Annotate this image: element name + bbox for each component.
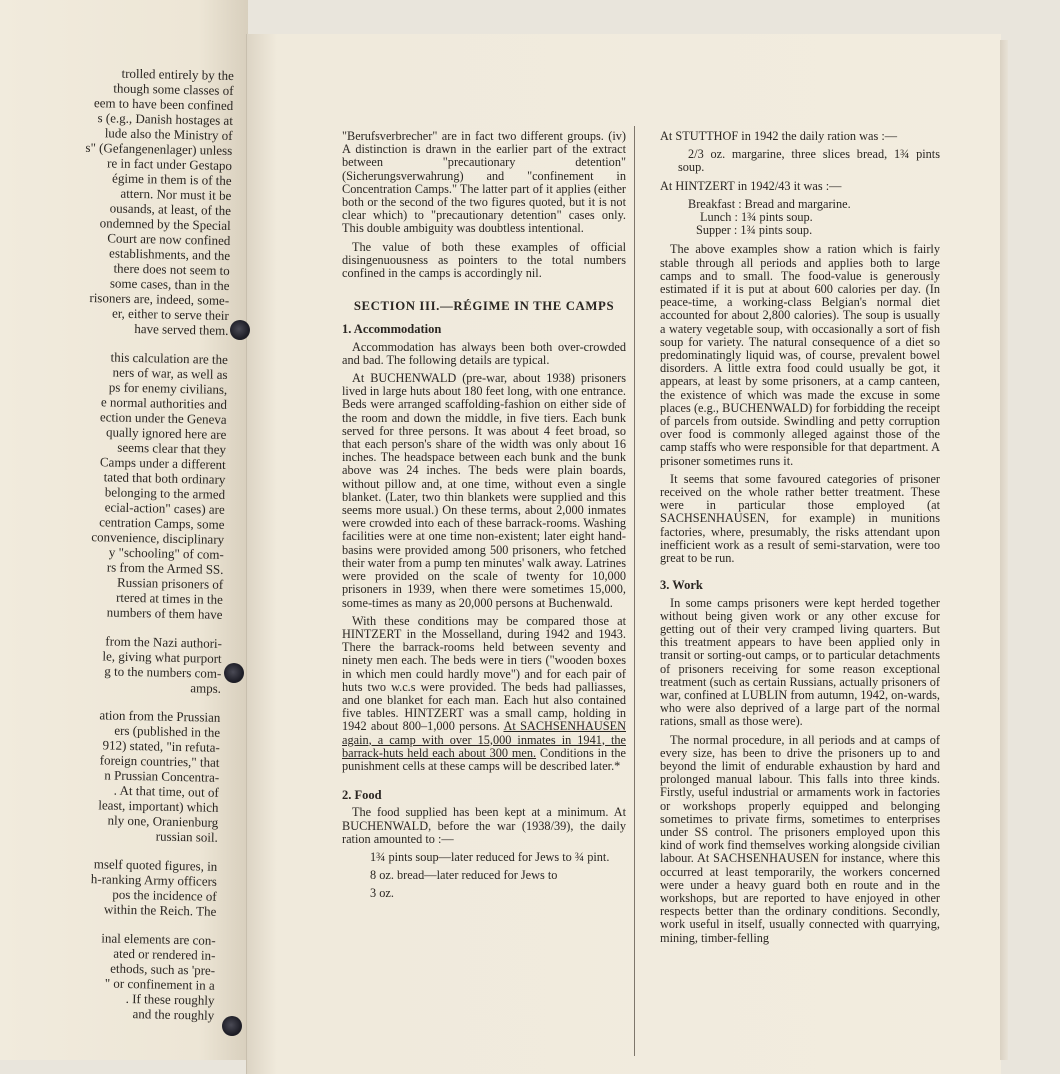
left-page-line: ers (published in the: [114, 722, 221, 740]
left-page-line: amps.: [190, 680, 222, 696]
underlined-passage: At SACHSENHAUSEN again, a camp with over 15,000 inmates in 1941, the barrack-huts held each about 300 men.: [342, 719, 627, 760]
paragraph: [342, 615, 626, 773]
left-page: [0, 0, 248, 1060]
left-page-line: though some classes of: [113, 80, 234, 98]
left-page-line: " or confinement in a: [104, 975, 215, 993]
left-page-line: this calculation are the: [110, 349, 229, 367]
column-divider: [634, 126, 635, 1056]
left-page-line: belonging to the armed: [104, 484, 226, 502]
left-page-line: inal elements are con-: [101, 930, 216, 948]
list-item: 2/3 oz. margarine, three slices bread, 1¾ pints soup.: [678, 147, 940, 175]
subsection-heading: 3. Work: [660, 578, 703, 593]
ration-line: Breakfast : Bread and margarine.: [688, 196, 851, 211]
left-page-line: égime in them is of the: [111, 170, 232, 188]
left-page-line: n Prussian Concentra-: [104, 767, 220, 785]
left-page-line: have served them.: [134, 320, 229, 338]
left-page-line: . At that time, out of: [113, 782, 219, 800]
ration-line: Supper : 1¾ pints soup.: [696, 223, 813, 238]
left-page-line: re in fact under Gestapo: [106, 155, 233, 173]
left-page-line: convenience, disciplinary: [91, 529, 225, 547]
list-item: 8 oz. bread—later reduced for Jews to: [370, 868, 558, 883]
left-page-line: . If these roughly: [125, 990, 215, 1008]
left-page-line: le, giving what purport: [102, 648, 222, 666]
paragraph-part: With these conditions may be compared those at HINTZERT in the Mosselland, during 1942 and 1943. There the barrack-rooms held between seventy and ninety men each. The beds were in tiers ("wooden boxes in which men could hardly move") and for each pair of huts two w.c.s were provided. The beds had palliasses, and one blanket for each man. Each hut also contained five tables. HINTZERT was a small camp, holding in 1942 about 800–1,000 persons.: [342, 613, 626, 734]
binding-hole: [222, 1016, 242, 1036]
left-page-text: [0, 63, 234, 1023]
left-page-line: ection under the Geneva: [99, 409, 227, 427]
paragraph: The food supplied has been kept at a minimum. At BUCHENWALD, before the war (1938/39), the daily ration amounted to :—: [342, 805, 626, 846]
list-item: 3 oz.: [370, 886, 394, 901]
column-left: [342, 130, 626, 906]
binding-hole: [230, 320, 250, 340]
left-page-line: ated or rendered in-: [113, 945, 216, 963]
left-page-line: from the Nazi authori-: [105, 633, 223, 651]
page-edge: [1000, 40, 1008, 1060]
left-page-line: ousands, at least, of the: [109, 200, 232, 218]
paragraph-part: Conditions in the punishment cells at these camps will be described later.*: [342, 745, 626, 773]
paragraph: At HINTZERT in 1942/43 it was :—: [660, 178, 842, 193]
left-page-line: 912) stated, "in refuta-: [102, 737, 220, 755]
left-page-line: ecial-action" cases) are: [104, 499, 225, 517]
left-page-line: Russian prisoners of: [116, 574, 224, 592]
paragraph: The above examples show a ration which is fairly stable through all periods and applies both to large camps and to small. The food-value is generously estimated if it is put at about 600 calories per day. (In peace-time, a working-class Belgian's normal diet accounted for about 2,800 calories). The soup is usually a watery vegetable soup, with occasionally a sort of fish soup for variety. The natural consequence of a diet so predominatingly liquid was, of course, prevalent bowel disorders. A little extra food could usually be got, it appears, at least by some prisoners, at a camp canteen, the existence of which was made the excuse in some places (e.g., BUCHENWALD) for forbidding the receipt of parcels from outside. Swindling and petty corruption over food is commonly alleged against those of the camp staffs who were responsible for that department. A prisoner sometimes runs it.: [660, 242, 940, 468]
paragraph: Accommodation has always been both over-crowded and bad. The following details are typical.: [342, 339, 626, 367]
left-page-line: g to the numbers com-: [104, 663, 222, 681]
left-page-line: foreign countries," that: [99, 752, 220, 770]
left-page-line: ation from the Prussian: [99, 707, 221, 725]
subsection-heading: 1. Accommodation: [342, 322, 442, 337]
left-page-line: and the roughly: [132, 1006, 215, 1023]
subsection-heading: 2. Food: [342, 788, 382, 803]
left-page-line: risoners are, indeed, some-: [89, 290, 230, 308]
left-page-line: Court are now confined: [107, 230, 231, 248]
left-page-line: numbers of them have: [106, 604, 223, 622]
section-heading: SECTION III.—RÉGIME IN THE CAMPS: [353, 299, 615, 314]
left-page-line: establishments, and the: [108, 245, 231, 263]
left-page-line: y "schooling" of com-: [108, 544, 224, 562]
paragraph: It seems that some favoured categories of prisoner received on the whole rather better treatment. These were in particular those employed (at SACHSENHAUSEN, for example) in munitions factories, where, presumably, the risks attendant upon inefficient work as a result of semi-starvation, were too great to be run.: [660, 471, 940, 566]
left-page-line: nly one, Oranienburg: [107, 812, 219, 830]
left-page-line: ethods, such as 'pre-: [110, 960, 216, 978]
left-page-line: pos the incidence of: [112, 886, 217, 904]
left-page-line: rs from the Armed SS.: [106, 559, 224, 577]
left-page-line: mself quoted figures, in: [93, 856, 218, 874]
binding-hole: [224, 663, 244, 683]
left-page-line: s (e.g., Danish hostages at: [97, 110, 234, 128]
left-page-line: er, either to serve their: [111, 305, 229, 323]
left-page-line: h-ranking Army officers: [90, 871, 218, 889]
left-page-line: eem to have been confined: [93, 95, 234, 113]
left-page-line: centration Camps, some: [99, 514, 225, 532]
left-page-line: Camps under a different: [99, 454, 226, 472]
paragraph: In some camps prisoners were kept herded together without being given work or any other excuse for getting out of their very cramped living quarters. But this treatment appears to have been applied only in transit or sorting-out camps, or to particular detachments of prisoners receiving for some reason exceptional treatment (such as certain Russians, actually prisoners of war, confined at LUBLIN from autumn, 1942, on-wards, who were also deprived of a large part of the normal rations, small as those were).: [660, 595, 940, 729]
left-page-line: attern. Nor must it be: [120, 185, 232, 203]
left-page-line: tated that both ordinary: [103, 469, 226, 487]
left-page-line: some cases, than in the: [109, 275, 230, 293]
left-page-line: within the Reich. The: [103, 901, 217, 919]
left-page-line: russian soil.: [155, 828, 219, 845]
paragraph: The normal procedure, in all periods and at camps of every size, has been to drive the prisoners up to and beyond the limit of endurable exhaustion by hard and prolonged manual labour. This falls into three kinds. Firstly, useful industrial or armaments work in factories or workshops properly equipped and belonging sometimes to private firms, sometimes to enterprises under SS control. The prisoners employed upon this kind of work find themselves working alongside civilian labour. At SACHSENHAUSEN for instance, where this occurred at least temporarily, the workers concerned were under a heavy guard both en route and in the workshops, but are reported to have enjoyed in other respects better than the ordinary conditions. Secondly, work useful in itself, usually connected with quarrying, mining, timber-felling: [660, 732, 940, 945]
left-page-line: s" (Gefangenenlager) unless: [85, 139, 233, 158]
column-right: [660, 130, 940, 950]
left-page-line: e normal authorities and: [100, 394, 228, 412]
paragraph: "Berufsverbrecher" are in fact two different groups. (iv) A distinction is drawn in the earlier part of the extract between "precautionary detention" (Sicherungsverwahrung) and "confinement in Concentration Camps." The latter part of it applies (either both or the second of the two figures quoted, but it is not clear which) to "precautionary detention" cases only. This double ambiguity was doubtless intentional.: [342, 129, 626, 236]
left-page-line: lude also the Ministry of: [104, 125, 233, 143]
paragraph: At STUTTHOF in 1942 the daily ration was :—: [660, 129, 898, 143]
left-page-line: ps for enemy civilians,: [108, 379, 228, 397]
left-page-line: ondemned by the Special: [99, 215, 231, 233]
list-item: 1¾ pints soup—later reduced for Jews to ¾ pint.: [370, 849, 610, 864]
paragraph: The value of both these examples of official disingenuousness as pointers to the total numbers confined in the camps is accordingly nil.: [342, 239, 626, 281]
paragraph: At BUCHENWALD (pre-war, about 1938) prisoners lived in large huts about 180 feet long, with one entrance. Beds were arranged scaffolding-fashion on either side of the room and down the middle, in five tiers. Each bunk served for three persons. It was about 4 feet broad, so that each person's share of the width was only about 16 inches. The headspace between each bunk and the bunk above was 24 inches. The beds were plain boards, without pillow and, at one time, without even a single blanket. (Later, two thin blankets were supplied and this seems more usual.) On these terms, about 2,000 inmates were crowded into each of these barrack-rooms. Washing facilities were at one time non-existent; later eight hand-basins were provided among 500 prisoners, who fetched their water from a pump ten minutes' walk away. Latrines were provided on the scale of twenty for 10,000 prisoners in 1939, when there were sometimes 15,000, some-times as many as 20,000 persons at Buchenwald.: [342, 371, 626, 610]
left-page-line: rtered at times in the: [115, 589, 224, 607]
left-page-line: least, important) which: [98, 797, 219, 815]
left-page-line: ners of war, as well as: [112, 364, 228, 382]
left-page-line: trolled entirely by the: [121, 65, 234, 83]
left-page-line: qually ignored here are: [105, 424, 227, 442]
left-page-line: seems clear that they: [117, 439, 227, 457]
ration-line: Lunch : 1¾ pints soup.: [700, 210, 813, 225]
left-page-line: there does not seem to: [113, 260, 230, 278]
